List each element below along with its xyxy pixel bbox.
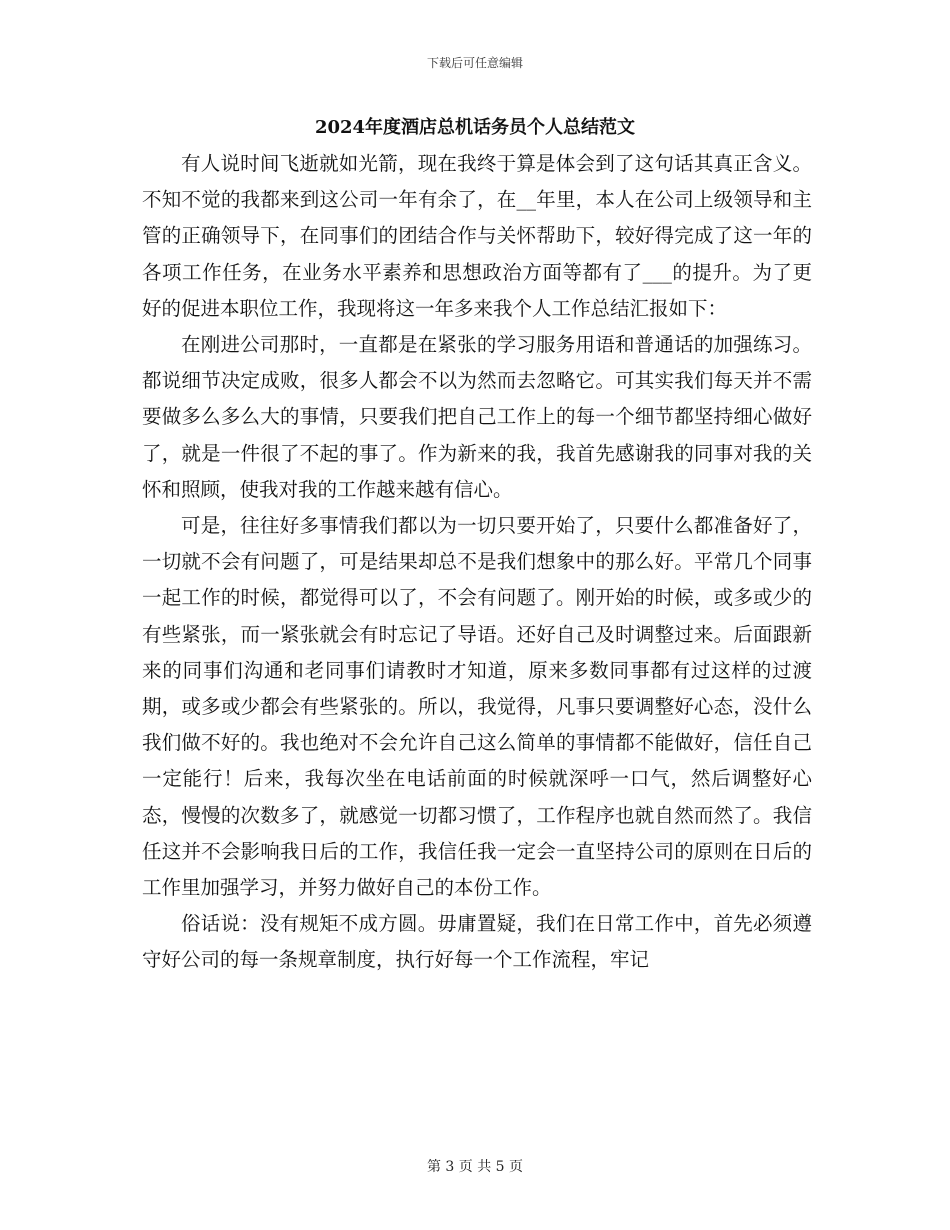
paragraph-adjustment: 可是，往往好多事情我们都以为一切只要开始了，只要什么都准备好了，一切就不会有问题了，可是结果却总不是我们想象中的那么好。平常几个同事一起工作的时候，都觉得可以了，不会有问题了。刚开始的时候，或多或少的有些紧张，而一紧张就会有时忘记了导语。还好自己及时调整过来。后面跟新来的同事们沟通和老同事们请教时才知道，原来多数同事都有过这样的过渡期，或多或少都会有些紧张的。所以，我觉得，凡事只要调整好心态，没什么我们做不好的。我也绝对不会允许自己这么简单的事情都不能做好，信任自己一定能行！后来，我每次坐在电话前面的时候就深呼一口气，然后调整好心态，慢慢的次数多了，就感觉一切都习惯了，工作程序也就自然而然了。我信任这并不会影响我日后的工作，我信任我一定会一直坚持公司的原则在日后的工作里加强学习，并努力做好自己的本份工作。 xyxy=(142,514,812,900)
paragraph-rules: 俗话说：没有规矩不成方圆。毋庸置疑，我们在日常工作中，首先必须遵守好公司的每一条规章制度，执行好每一个工作流程，牢记 xyxy=(142,912,812,972)
page-header-note: 下载后可任意编辑 xyxy=(426,56,523,70)
page-title: 2024年度酒店总机话务员个人总结范文 xyxy=(314,117,636,138)
paragraph-intro: 有人说时间飞逝就如光箭，现在我终于算是体会到了这句话其真正含义。不知不觉的我都来到这公司一年有余了，在__年里，本人在公司上级领导和主管的正确领导下，在同事们的团结合作与关怀帮助下，较好得完成了这一年的各项工作任务，在业务水平素养和思想政治方面等都有了___的提升。为了更好的促进本职位工作，我现将这一年多来我个人工作总结汇报如下： xyxy=(142,152,812,320)
document-body xyxy=(142,146,812,979)
page-number: 第 3 页 共 5 页 xyxy=(426,1159,524,1175)
paragraph-early-days: 在刚进公司那时，一直都是在紧张的学习服务用语和普通话的加强练习。都说细节决定成败，很多人都会不以为然而去忽略它。可其实我们每天并不需要做多么多么大的事情，只要我们把自己工作上的每一个细节都坚持细心做好了，就是一件很了不起的事了。作为新来的我，我首先感谢我的同事对我的关怀和照顾，使我对我的工作越来越有信心。 xyxy=(142,333,812,501)
